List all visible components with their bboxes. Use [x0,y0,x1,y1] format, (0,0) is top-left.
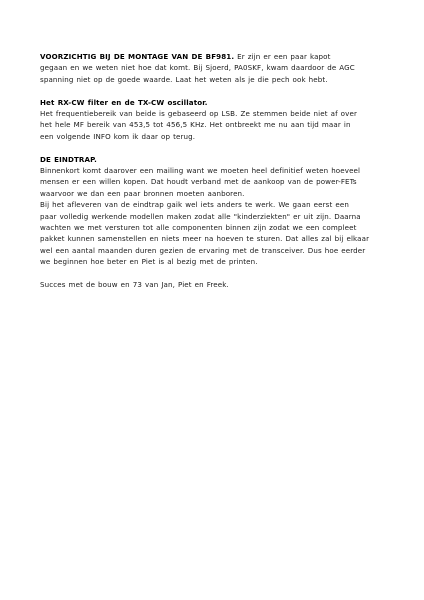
closing-line: Succes met de bouw en 73 van Jan, Piet en Freek. [40,280,229,290]
rx-cw-filter-heading [40,97,390,108]
bf981-warning-lead: VOORZICHTIG BIJ DE MONTAGE VAN DE BF981. [40,52,235,61]
eindtrap-heading [40,154,390,165]
bf981-warning-paragraph [40,51,390,85]
document-body [40,51,390,302]
eindtrap-paragraph: Binnenkort komt daarover een mailing want we moeten heel definitief weten hoeveel mensen er een willen kopen. Dat houdt verband met de aankoop van de power-FETs waarvoor we dan een paar bronnen moeten aanboren. Bij het afleveren van de eindtrap gaik wel iets anders te werk. We gaan eerst een paar volledig werkende modellen maken zodat alle "kinderziekten" er uit zijn. Daarna wachten we met versturen tot alle componenten binnen zijn zodat we een compleet pakket kunnen samenstellen en niets meer na hoeven te sturen. Dat alles zal bij elkaar wel een aantal maanden duren gezien de ervaring met de transceiver. Dus hoe eerder we beginnen hoe beter en Piet is al bezig met de printen. [40,166,370,267]
bf981-warning-text: Er zijn er een paar kapot gegaan en we weten niet hoe dat komt. Bij Sjoerd, PA0SKF, kwam daardoor de AGC spanning niet op de goede waarde. Laat het weten als je die pech ook hebt. [40,52,355,84]
eindtrap-heading-text: DE EINDTRAP. [40,154,97,164]
rx-cw-filter-heading-text: Het RX-CW filter en de TX-CW oscillator. [40,97,208,107]
rx-cw-filter-paragraph: Het frequentiebereik van beide is gebaseerd op LSB. Ze stemmen beide niet af over het hele MF bereik van 453,5 tot 456,5 KHz. Het ontbreekt me nu aan tijd maar in een volgende INFO kom ik daar op terug. [40,109,357,141]
